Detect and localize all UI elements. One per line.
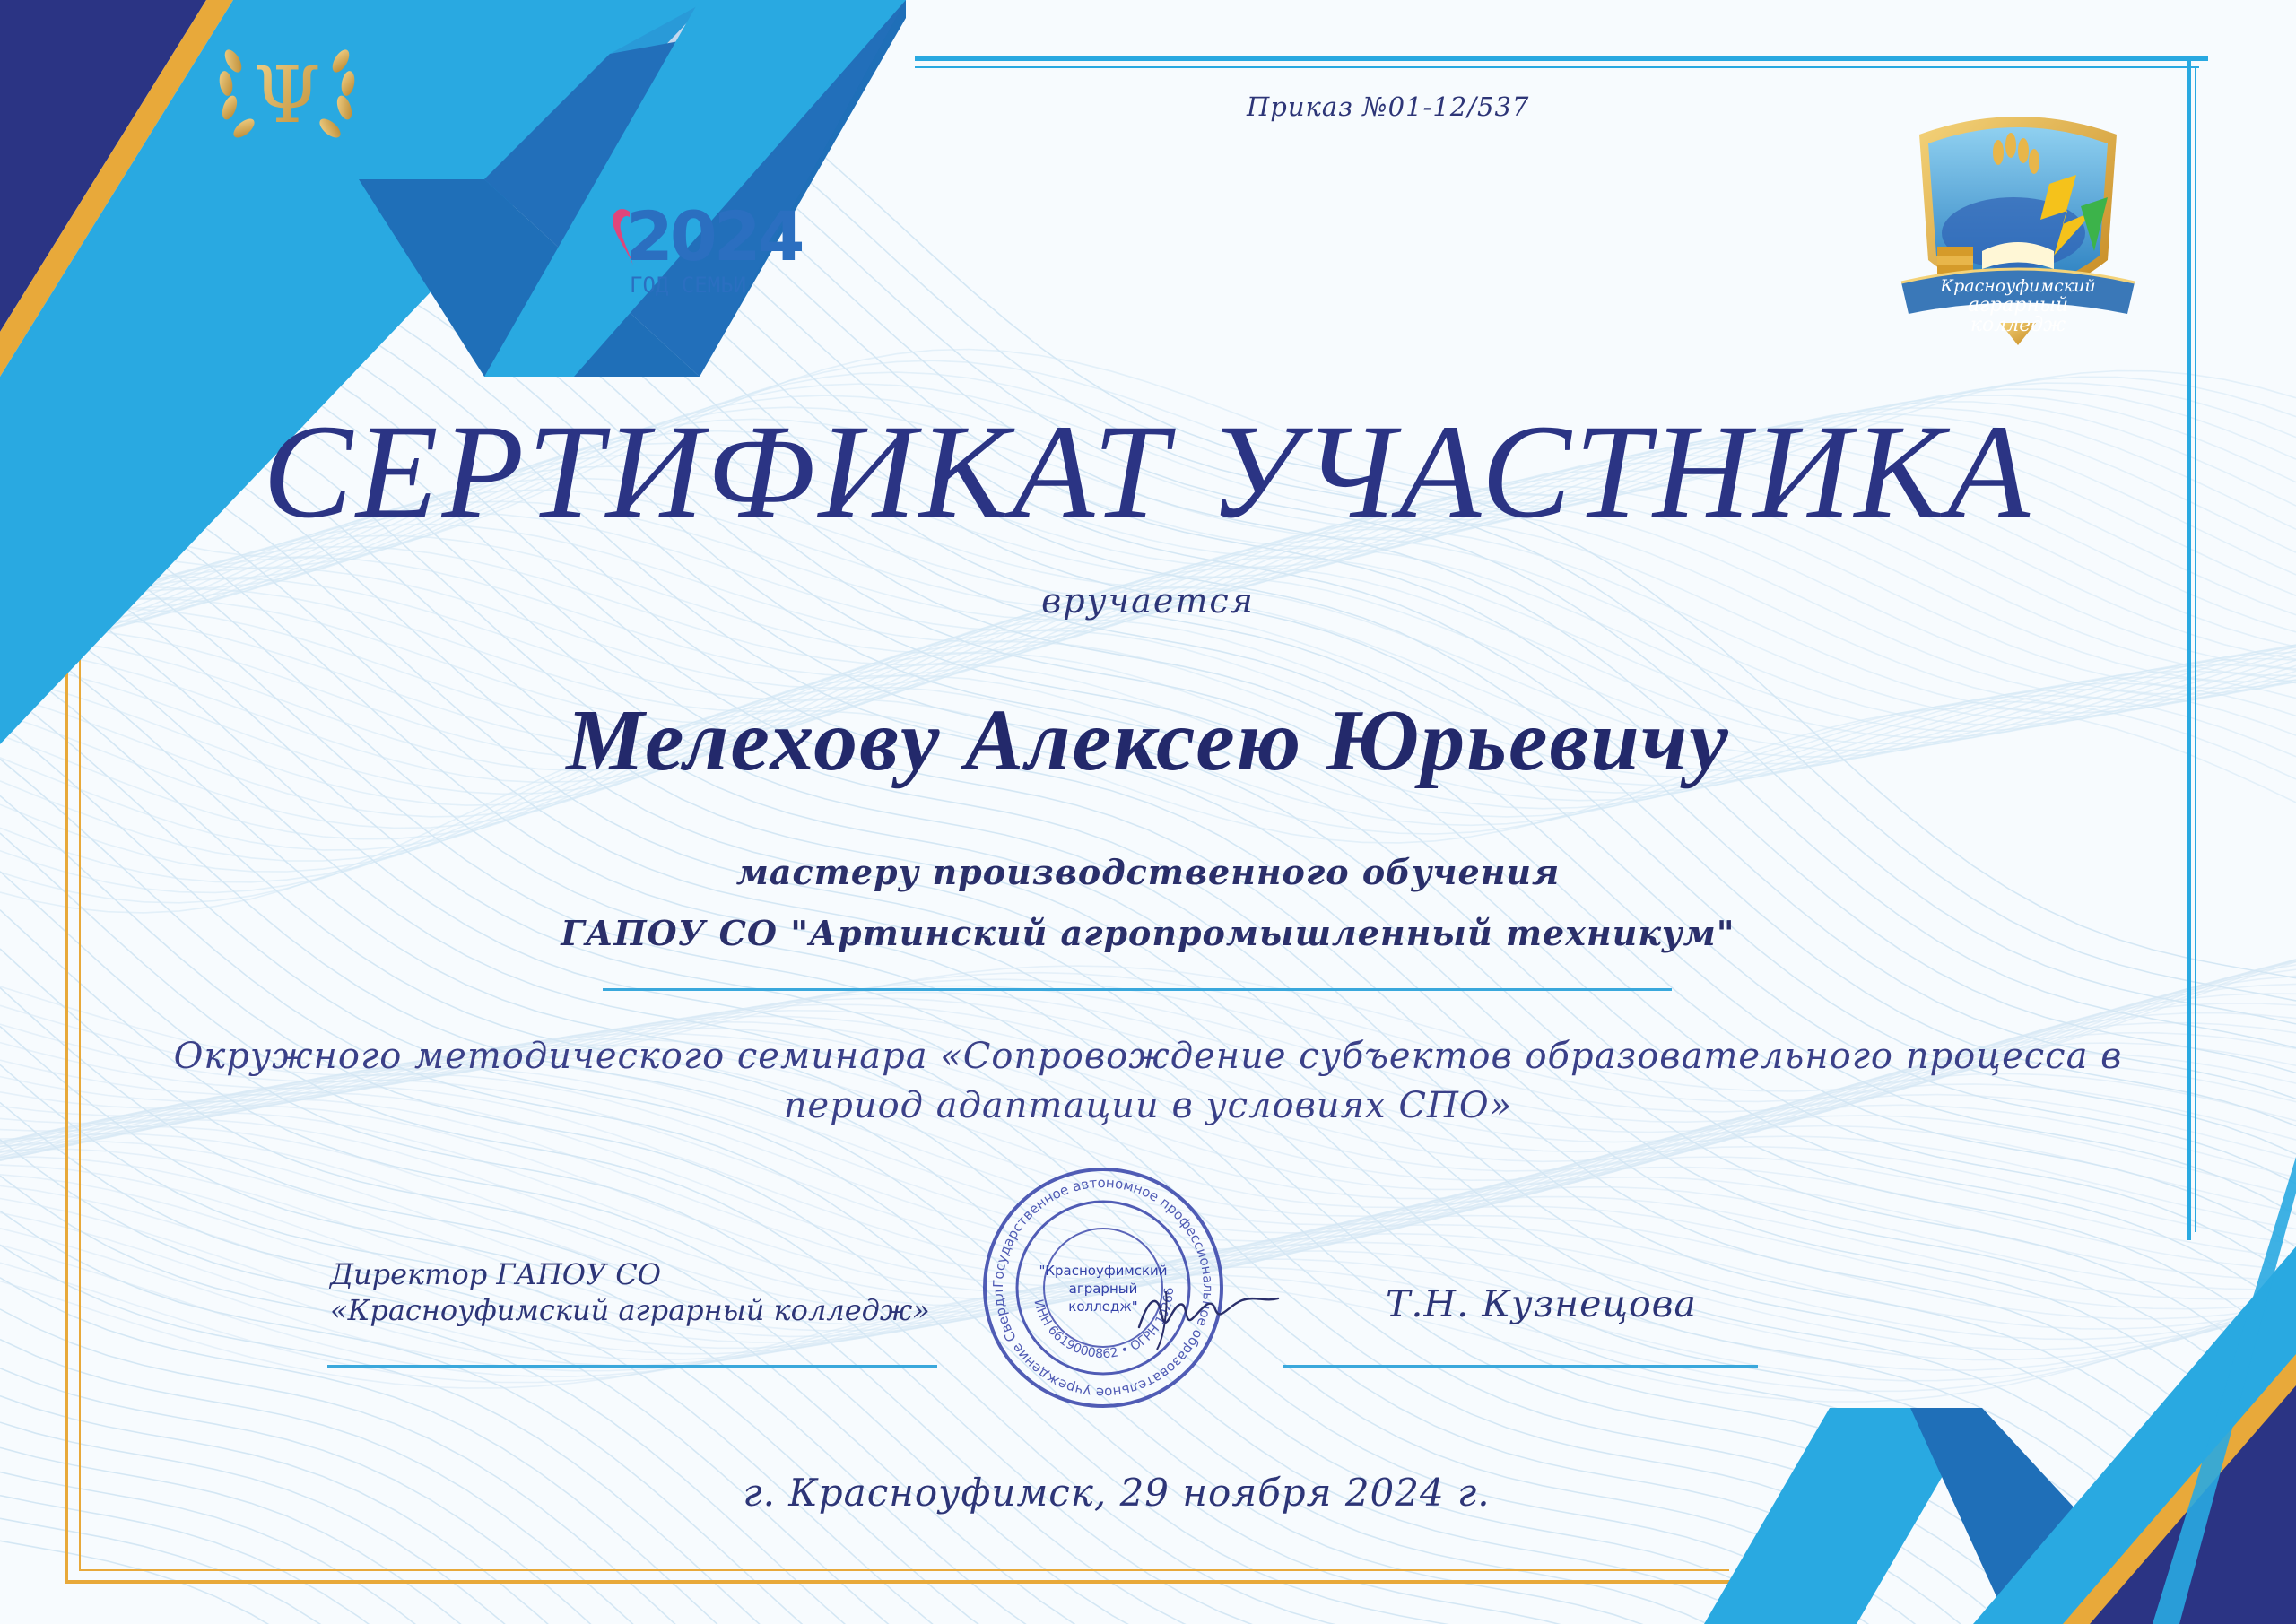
event-title-line1: Окружного методического семинара «Сопровождение субъектов образовательного процесса в	[173, 1036, 2123, 1077]
year-logo-number: 2024	[626, 196, 802, 276]
stamp-inner-bottom: ИНН 6619000862 • ОГРН 10266	[1031, 1287, 1178, 1362]
signature-line-left	[327, 1365, 937, 1368]
awarded-label: вручается	[1041, 581, 1255, 621]
signature-line-right	[1283, 1365, 1758, 1368]
stamp-center-line3: колледж"	[1068, 1298, 1138, 1315]
year-logo-caption: ГОД СЕМЬИ	[630, 273, 747, 298]
psi-laurel-icon	[206, 25, 368, 160]
recipient-position: мастеру производственного обучения	[735, 852, 1561, 892]
signer-role-line2: «Красноуфимский аграрный колледж»	[330, 1293, 930, 1327]
divider-line	[603, 988, 1672, 991]
order-number: Приказ №01-12/537	[1247, 91, 1530, 122]
certificate-title: СЕРТИФИКАТ УЧАСТНИКА	[263, 397, 2033, 546]
emblem-banner-line2: аграрный колледж	[1967, 294, 2069, 336]
emblem-banner-line1: Красноуфимский	[1940, 276, 2096, 296]
handwritten-signature	[1130, 1273, 1283, 1354]
college-emblem	[1892, 99, 2144, 359]
event-title-line2: период адаптации в условиях СПО»	[783, 1085, 1513, 1126]
signer-role-line1: Директор ГАПОУ СО	[330, 1257, 661, 1291]
recipient-name: Мелехову Алексею Юрьевичу	[566, 692, 1730, 789]
signer-name: Т.Н. Кузнецова	[1386, 1282, 1697, 1325]
stamp-ring-text: Государственное автономное профессиональное образовательное учреждение Свердл	[989, 1174, 1217, 1402]
svg-text:Ψ: Ψ	[253, 51, 321, 141]
recipient-organization: ГАПОУ СО "Артинский агропромышленный техникум"	[561, 913, 1735, 953]
year-of-family-logo	[610, 196, 802, 317]
stamp-center-line1: "Красноуфимский	[1039, 1263, 1168, 1279]
place-and-date: г. Красноуфимск, 29 ноября 2024 г.	[743, 1471, 1491, 1515]
stamp-center-line2: аграрный	[1068, 1281, 1138, 1297]
